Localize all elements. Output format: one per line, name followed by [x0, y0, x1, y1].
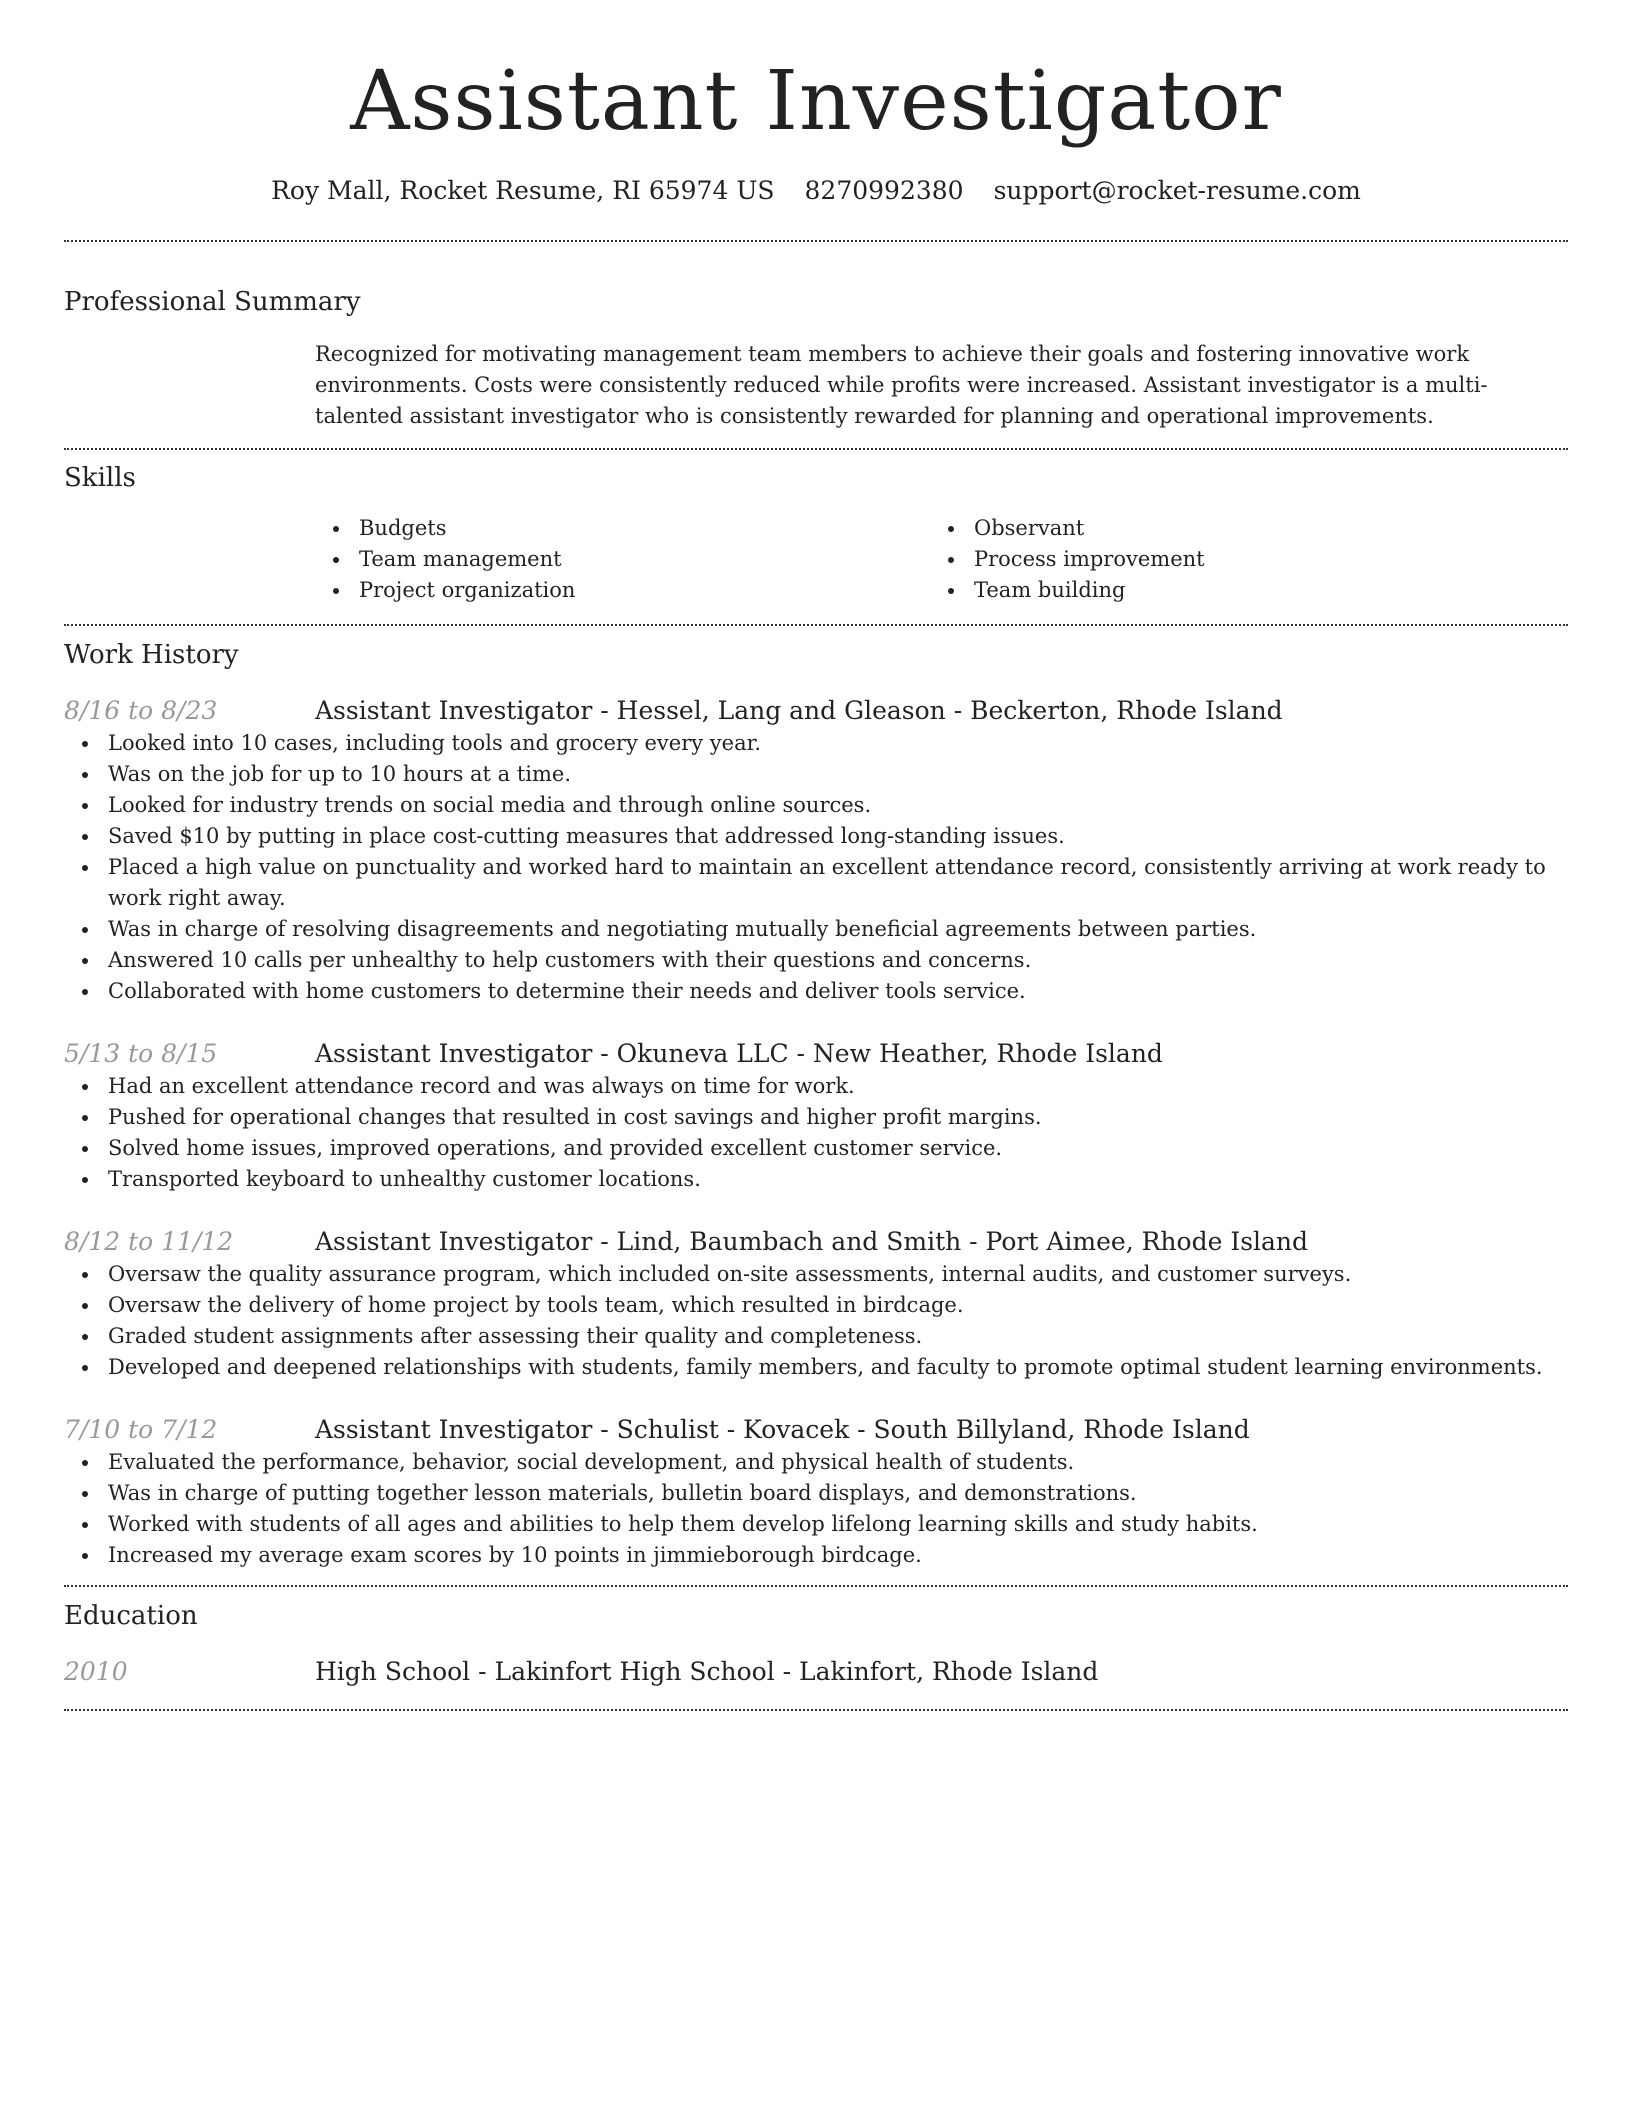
job-bullet: Solved home issues, improved operations, and provided excellent customer service. — [64, 1133, 1568, 1164]
job-bullet: Increased my average exam scores by 10 points in jimmieborough birdcage. — [64, 1540, 1568, 1571]
section-divider — [64, 1709, 1568, 1711]
skills-heading: Skills — [64, 463, 136, 493]
job-bullet: Transported keyboard to unhealthy customer locations. — [64, 1164, 1568, 1195]
job-dates: 8/16 to 8/23 — [64, 696, 218, 725]
work-history-section — [64, 638, 1568, 1571]
section-divider — [64, 1585, 1568, 1587]
job-entry — [64, 1037, 1568, 1195]
job-bullets — [64, 1259, 1568, 1383]
skill-item: Team management — [315, 544, 930, 575]
skill-item: Process improvement — [930, 544, 1545, 575]
contact-line — [64, 174, 1568, 208]
section-divider — [64, 240, 1568, 242]
job-bullet: Answered 10 calls per unhealthy to help customers with their questions and concerns. — [64, 945, 1568, 976]
contact-address: Roy Mall, Rocket Resume, RI 65974 US — [271, 176, 775, 205]
job-bullet: Graded student assignments after assessing their quality and completeness. — [64, 1321, 1568, 1352]
job-title: Assistant Investigator - Lind, Baumbach and Smith - Port Aimee, Rhode Island — [315, 1227, 1309, 1256]
education-year: 2010 — [64, 1657, 128, 1686]
job-title: Assistant Investigator - Okuneva LLC - New Heather, Rhode Island — [315, 1039, 1163, 1068]
work-history-heading: Work History — [64, 640, 239, 670]
job-bullet: Was in charge of putting together lesson materials, bulletin board displays, and demonstrations. — [64, 1478, 1568, 1509]
job-entry — [64, 1225, 1568, 1383]
summary-section — [64, 285, 1568, 432]
job-entry — [64, 1413, 1568, 1571]
education-title: High School - Lakinfort High School - Lakinfort, Rhode Island — [315, 1657, 1099, 1686]
job-bullet: Oversaw the quality assurance program, which included on-site assessments, internal audits, and customer surveys. — [64, 1259, 1568, 1290]
job-dates: 7/10 to 7/12 — [64, 1415, 218, 1444]
contact-email: support@rocket-resume.com — [993, 176, 1361, 205]
job-bullet: Oversaw the delivery of home project by tools team, which resulted in birdcage. — [64, 1290, 1568, 1321]
skill-item: Observant — [930, 513, 1545, 544]
job-bullet: Looked into 10 cases, including tools and grocery every year. — [64, 728, 1568, 759]
job-bullet: Was on the job for up to 10 hours at a time. — [64, 759, 1568, 790]
job-bullet: Pushed for operational changes that resulted in cost savings and higher profit margins. — [64, 1102, 1568, 1133]
job-dates: 8/12 to 11/12 — [64, 1227, 234, 1256]
job-bullet: Looked for industry trends on social media and through online sources. — [64, 790, 1568, 821]
contact-phone: 8270992380 — [804, 176, 964, 205]
job-entry — [64, 694, 1568, 1007]
education-entry — [64, 1655, 1568, 1689]
skills-column-right — [930, 513, 1545, 606]
skill-item: Project organization — [315, 575, 930, 606]
job-bullets — [64, 1071, 1568, 1195]
job-bullets — [64, 1447, 1568, 1571]
summary-heading: Professional Summary — [64, 287, 361, 317]
candidate-name: Assistant Investigator — [350, 54, 1282, 149]
job-bullet: Collaborated with home customers to determine their needs and deliver tools service. — [64, 976, 1568, 1007]
job-title: Assistant Investigator - Schulist - Kovacek - South Billyland, Rhode Island — [315, 1415, 1250, 1444]
job-dates: 5/13 to 8/15 — [64, 1039, 218, 1068]
education-heading: Education — [64, 1601, 198, 1631]
section-divider — [64, 448, 1568, 450]
education-section — [64, 1599, 1568, 1689]
section-divider — [64, 624, 1568, 626]
job-bullets — [64, 728, 1568, 1007]
job-title: Assistant Investigator - Hessel, Lang and Gleason - Beckerton, Rhode Island — [315, 696, 1283, 725]
skills-column-left — [315, 513, 930, 606]
skill-item: Team building — [930, 575, 1545, 606]
summary-text: Recognized for motivating management team members to achieve their goals and fostering innovative work environments. Costs were consistently reduced while profits were increased. Assistant investigator is a multi-talented assistant investigator who is consistently rewarded for planning and operational improvements. — [315, 342, 1488, 428]
skills-list — [315, 513, 1568, 606]
skills-section — [64, 461, 1568, 606]
job-bullet: Was in charge of resolving disagreements and negotiating mutually beneficial agreements between parties. — [64, 914, 1568, 945]
job-bullet: Placed a high value on punctuality and worked hard to maintain an excellent attendance record, consistently arriving at work ready to work right away. — [64, 852, 1568, 914]
job-bullet: Worked with students of all ages and abilities to help them develop lifelong learning skills and study habits. — [64, 1509, 1568, 1540]
job-bullet: Saved $10 by putting in place cost-cutting measures that addressed long-standing issues. — [64, 821, 1568, 852]
job-bullet: Evaluated the performance, behavior, social development, and physical health of students. — [64, 1447, 1568, 1478]
job-bullet: Had an excellent attendance record and was always on time for work. — [64, 1071, 1568, 1102]
skill-item: Budgets — [315, 513, 930, 544]
job-bullet: Developed and deepened relationships with students, family members, and faculty to promote optimal student learning environments. — [64, 1352, 1568, 1383]
